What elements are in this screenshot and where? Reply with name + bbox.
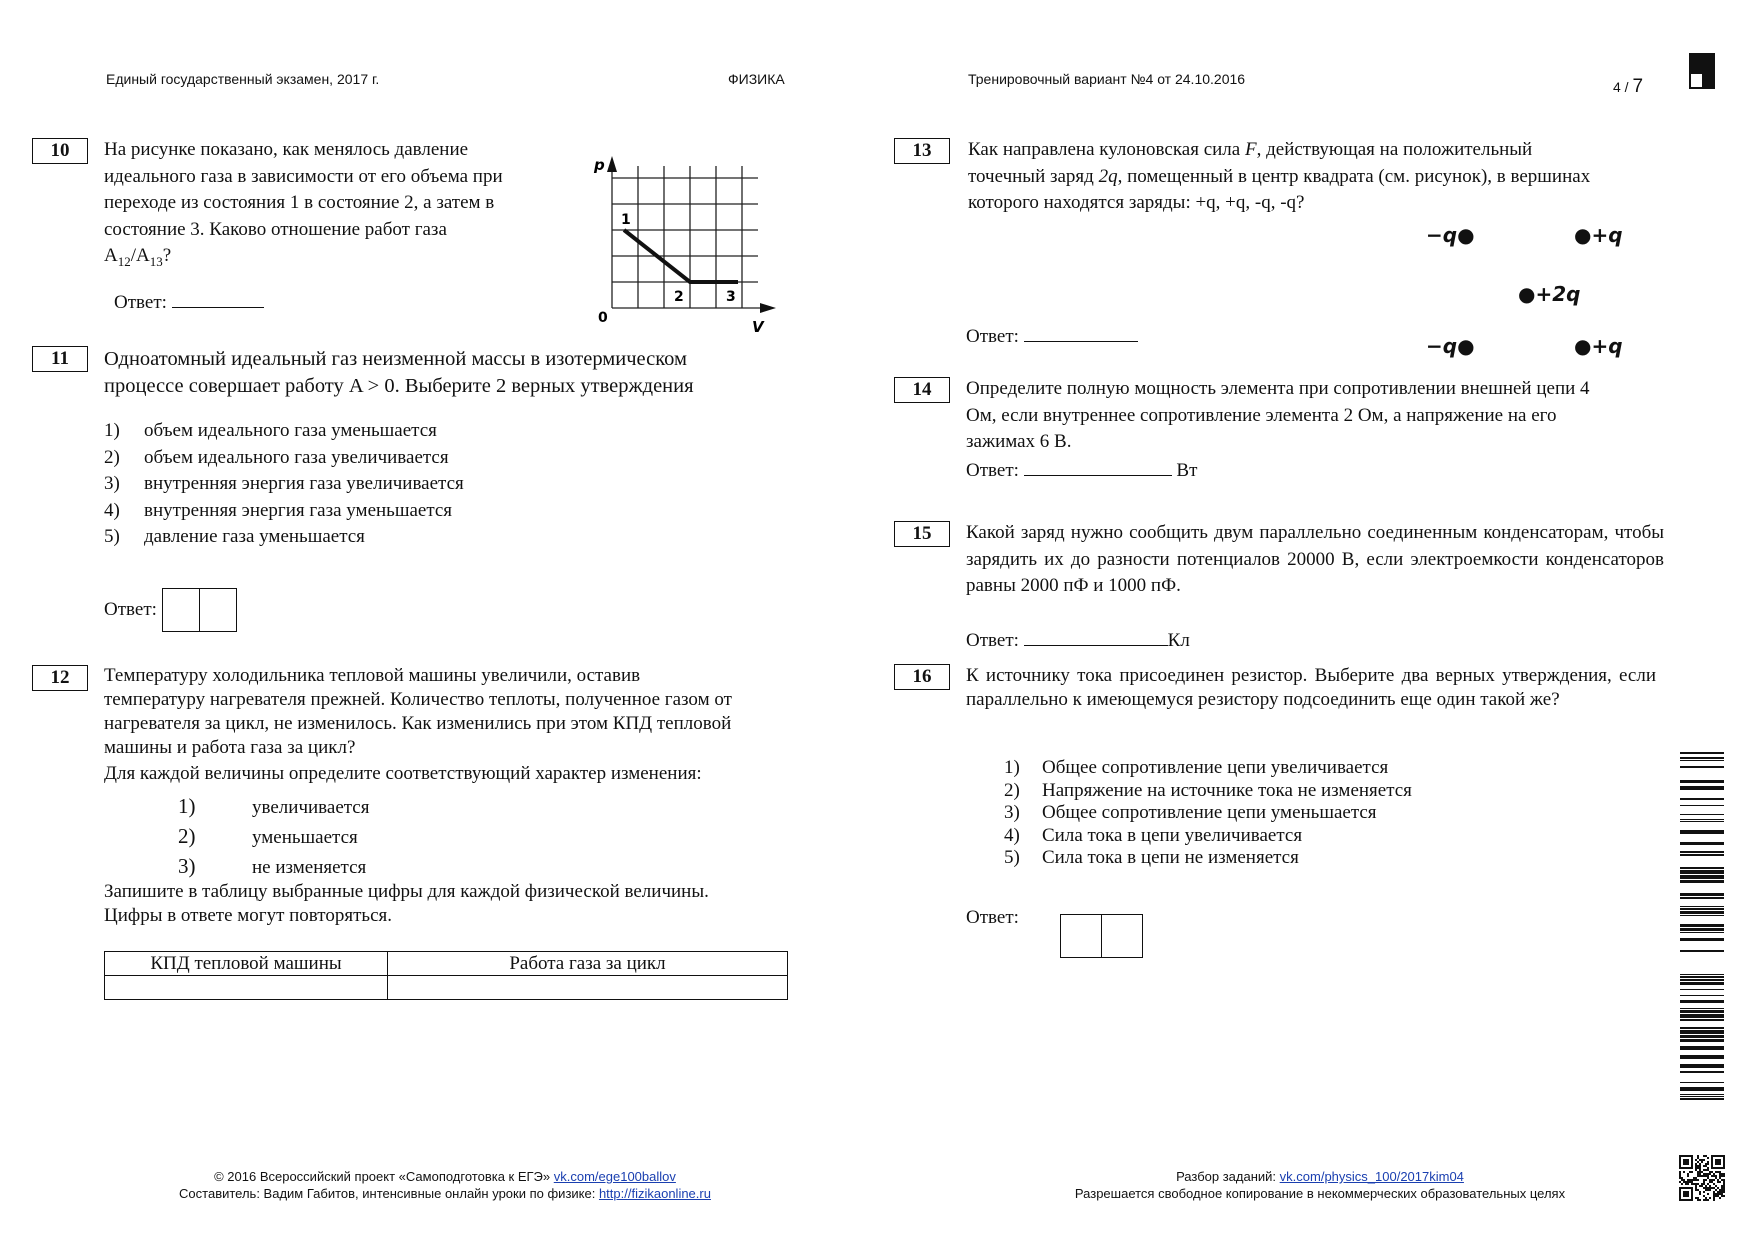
q16-options xyxy=(1004,757,1412,870)
question-10-text xyxy=(104,137,574,275)
q13-answer-field[interactable] xyxy=(1024,323,1138,342)
q14-line: Ом, если внутреннее сопротивление элемента 2 Ом, а напряжение на его xyxy=(966,404,1557,426)
q16-answer-label: Ответ: xyxy=(966,907,1019,928)
q11-answer-boxes[interactable] xyxy=(162,588,237,632)
q10-ratio: $A_{12}/A_{13}$? xyxy=(104,245,172,269)
charge-top-left: −q● xyxy=(1426,223,1475,247)
charge-bottom-left: −q● xyxy=(1426,334,1475,358)
option-item: 2) объем идеального газа увеличивается xyxy=(104,446,449,468)
question-number-13: 13 xyxy=(894,138,950,164)
fizikaonline-link[interactable]: http://fizikaonline.ru xyxy=(598,1186,711,1201)
q10-line: На рисунке показано, как менялось давление xyxy=(104,139,469,160)
v-axis-arrow-icon xyxy=(760,303,776,313)
question-number-15: 15 xyxy=(894,521,950,547)
q14-line: зажимах 6 В. xyxy=(966,431,1072,452)
barcode-icon xyxy=(1680,752,1724,1102)
q14-answer-field[interactable] xyxy=(1024,457,1172,476)
footer-left xyxy=(120,1168,770,1202)
q16-answer-boxes[interactable] xyxy=(1060,914,1143,958)
question-14-text xyxy=(966,376,1590,456)
answer-label: Ответ: xyxy=(966,630,1019,651)
q12-line: машины и работа газа за цикл? xyxy=(104,737,356,758)
q12-write-instruction xyxy=(104,880,709,928)
option-item: 3) Общее сопротивление цепи уменьшается xyxy=(1004,802,1377,823)
question-13-text xyxy=(968,137,1590,217)
q14-line: Определите полную мощность элемента при сопротивлении внешней цепи 4 xyxy=(966,378,1590,399)
option-item: 1) объем идеального газа уменьшается xyxy=(104,420,437,441)
q12-line: температуру нагревателя прежней. Количество теплоты, полученное газом от xyxy=(104,689,732,710)
answer-label: Ответ: xyxy=(114,292,167,313)
question-16-text: К источнику тока присоединен резистор. Выберите два верных утверждения, если параллельно к имеющемуся резистору подсоединить еще один такой же? xyxy=(966,665,1656,710)
question-number-14: 14 xyxy=(894,377,950,403)
q12-instruction: Для каждой величины определите соответствующий характер изменения: xyxy=(104,763,702,784)
q12-options xyxy=(178,792,369,882)
charge-bottom-right: ●+q xyxy=(1574,334,1623,358)
option-item: 1) Общее сопротивление цепи увеличивается xyxy=(1004,757,1389,778)
q12-line: нагревателя за цикл, не изменилось. Как изменились при этом КПД тепловой xyxy=(104,713,732,734)
q12-line: Запишите в таблицу выбранные цифры для каждой физической величины. xyxy=(104,881,709,902)
answer-label: Ответ: xyxy=(966,326,1019,347)
q11-options xyxy=(104,418,464,551)
q15-answer xyxy=(966,627,1190,652)
option-item: 1) увеличивается xyxy=(178,794,370,818)
qr-code-icon xyxy=(1679,1155,1725,1201)
footer-right-line: Разрешается свободное копирование в некоммерческих образовательных целях xyxy=(1074,1186,1566,1201)
option-item: 5) давление газа уменьшается xyxy=(104,526,365,547)
question-number-16: 16 xyxy=(894,664,950,690)
q11-line: Одноатомный идеальный газ неизменной массы в изотермическом xyxy=(104,348,687,370)
q16-answer xyxy=(1060,914,1143,958)
answer-unit: Вт xyxy=(1176,460,1198,481)
footer-right-line: Разбор заданий: vk.com/physics_100/2017kim04 xyxy=(1176,1169,1464,1184)
solutions-link[interactable]: vk.com/physics_100/2017kim04 xyxy=(1279,1169,1464,1184)
question-number-12: 12 xyxy=(32,665,88,691)
q12-line: Цифры в ответе могут повторяться. xyxy=(104,905,392,926)
q13-answer xyxy=(966,323,1138,348)
q10-line: идеального газа в зависимости от его объема при xyxy=(104,165,503,187)
option-item: 3) не изменяется xyxy=(178,854,367,878)
question-11-text xyxy=(104,346,694,400)
origin-label: 0 xyxy=(598,310,608,326)
q11-answer xyxy=(104,588,237,632)
answer-cell[interactable] xyxy=(199,589,236,631)
q13-line: точечный заряд 2q, помещенный в центр квадрата (см. рисунок), в вершинах xyxy=(968,165,1591,187)
q14-answer xyxy=(966,457,1197,482)
page-number xyxy=(1613,76,1643,98)
q10-line: переходе из состояния 1 в состояние 2, а затем в xyxy=(104,192,495,213)
answer-cell[interactable] xyxy=(163,589,199,631)
charge-center: ●+2q xyxy=(1518,282,1581,306)
option-item: 2) Напряжение на источнике тока не изменяется xyxy=(1004,779,1412,801)
answer-cell[interactable] xyxy=(1061,915,1101,957)
charge-top-right: ●+q xyxy=(1574,223,1623,247)
q11-line: процессе совершает работу A > 0. Выберите 2 верных утверждения xyxy=(104,375,694,397)
option-item: 4) внутренняя энергия газа уменьшается xyxy=(104,499,453,521)
page-total: 7 xyxy=(1632,76,1644,97)
p-axis-arrow-icon xyxy=(607,156,617,172)
answer-label: Ответ: xyxy=(966,460,1019,481)
q12-answer-table xyxy=(104,951,788,1000)
table-header: Работа газа за цикл xyxy=(388,952,788,976)
q13-line: Как направлена кулоновская сила F, действующая на положительный xyxy=(968,139,1533,160)
option-item: 3) внутренняя энергия газа увеличивается xyxy=(104,473,464,494)
question-number-10: 10 xyxy=(32,138,88,164)
question-number-11: 11 xyxy=(32,346,88,372)
v-axis-label: V xyxy=(752,318,764,336)
option-item: 2) уменьшается xyxy=(178,824,358,848)
state-2-label: 2 xyxy=(674,289,684,305)
header-variant: Тренировочный вариант №4 от 24.10.2016 xyxy=(968,71,1246,87)
corner-marker-icon xyxy=(1689,53,1715,89)
footer-right xyxy=(1000,1168,1640,1202)
table-answer-cell[interactable] xyxy=(105,976,388,1000)
footer-left-line: Составитель: Вадим Габитов, интенсивные онлайн уроки по физике: http://fizikaonline.ru xyxy=(179,1186,711,1201)
table-header: КПД тепловой машины xyxy=(105,952,388,976)
state-1-label: 1 xyxy=(621,212,631,228)
q10-answer xyxy=(114,289,264,314)
q10-line: состояние 3. Каково отношение работ газа xyxy=(104,218,447,240)
answer-label: Ответ: xyxy=(104,599,157,620)
question-12-text xyxy=(104,664,794,786)
footer-left-line: © 2016 Всероссийский проект «Самоподготовка к ЕГЭ» vk.com/ege100ballov xyxy=(214,1169,676,1184)
state-3-label: 3 xyxy=(726,289,736,305)
page-current: 4 / xyxy=(1613,79,1629,95)
header-exam-title: Единый государственный экзамен, 2017 г. xyxy=(106,71,380,87)
answer-unit: Кл xyxy=(1167,630,1190,651)
question-15-text: Какой заряд нужно сообщить двум параллельно соединенным конденсаторам, чтобы зарядить их до разности потенциалов 20000 В, если электроемкости конденсаторов равны 2000 пФ и 1000 пФ. xyxy=(966,522,1664,596)
header-subject: ФИЗИКА xyxy=(728,71,785,87)
q12-line: Температуру холодильника тепловой машины увеличили, оставив xyxy=(104,665,641,686)
q13-line: которого находятся заряды: +q, +q, -q, -q? xyxy=(968,192,1305,213)
p-axis-label: p xyxy=(594,156,605,174)
option-item: 4) Сила тока в цепи увеличивается xyxy=(1004,824,1303,846)
option-item: 5) Сила тока в цепи не изменяется xyxy=(1004,847,1299,868)
answer-cell[interactable] xyxy=(1101,915,1142,957)
vk-group-link[interactable]: vk.com/ege100ballov xyxy=(553,1169,676,1184)
table-answer-cell[interactable] xyxy=(388,976,788,1000)
pv-graph xyxy=(588,152,778,338)
q10-answer-field[interactable] xyxy=(172,289,264,308)
q15-answer-field[interactable] xyxy=(1024,627,1168,646)
